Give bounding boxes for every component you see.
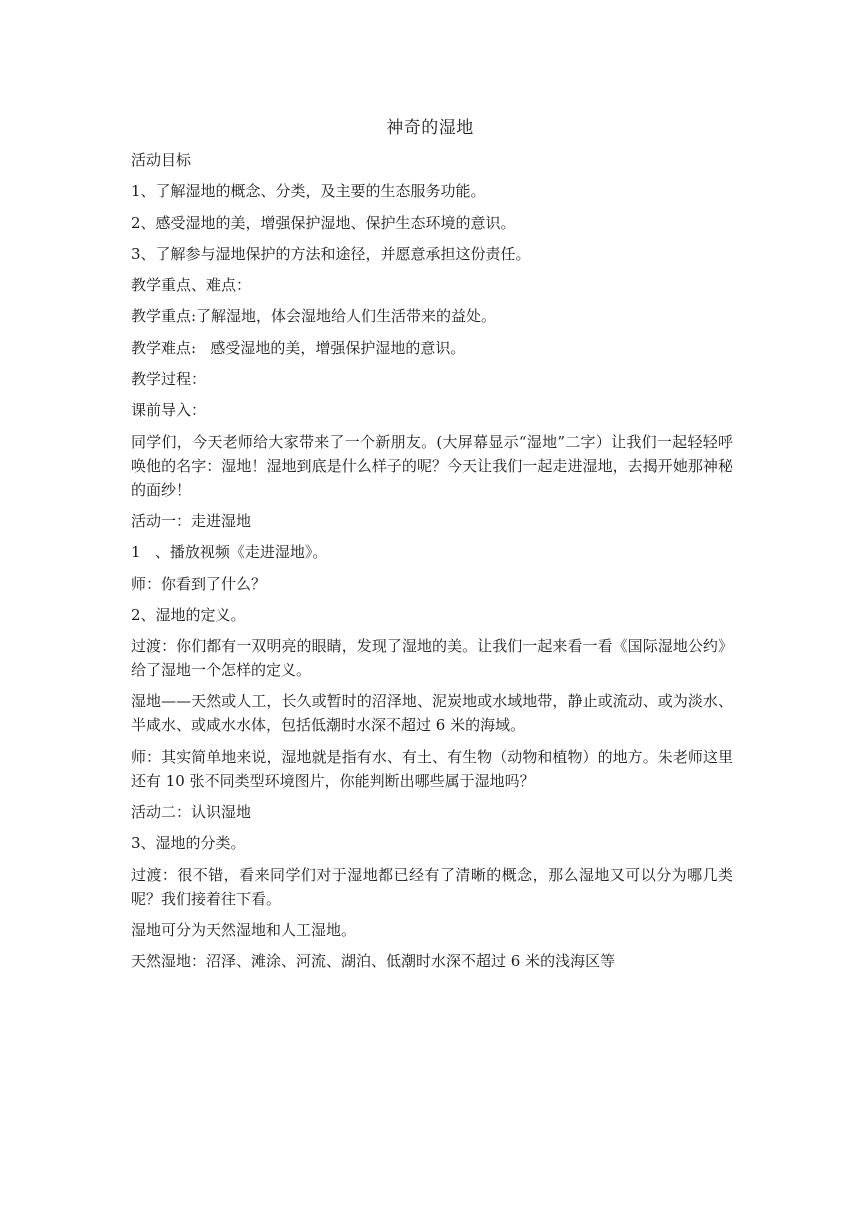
- paragraph: 课前导入：: [131, 401, 207, 420]
- paragraph: 教学难点: 感受湿地的美，增强保护湿地的意识。: [131, 338, 466, 357]
- paragraph: 3、湿地的分类。: [131, 834, 246, 853]
- paragraph: 活动目标: [131, 151, 192, 169]
- document-body: [131, 148, 733, 981]
- paragraph: 师：你看到了什么？: [131, 574, 267, 593]
- paragraph: 教学重点、难点：: [131, 276, 252, 295]
- paragraph: 湿地可分为天然湿地和人工湿地。: [131, 920, 357, 939]
- paragraph: 过渡：你们都有一双明亮的眼睛，发现了湿地的美。让我们一起来看一看《国际湿地公约》给了湿地一个怎样的定义。: [131, 637, 733, 680]
- paragraph: 3、了解参与湿地保护的方法和途径，并愿意承担这份责任。: [131, 244, 531, 263]
- paragraph: 湿地——天然或人工，长久或暂时的沼泽地、泥炭地或水域地带，静止或流动、或为淡水、半咸水、或咸水水体，包括低潮时水深不超过 6 米的海域。: [131, 692, 733, 735]
- paragraph: 天然湿地：沼泽、滩涂、河流、湖泊、低潮时水深不超过 6 米的浅海区等: [131, 952, 616, 971]
- paragraph: 教学重点:了解湿地，体会湿地给人们生活带来的益处。: [131, 307, 497, 326]
- paragraph: 1 、播放视频《走进湿地》。: [131, 543, 328, 562]
- paragraph: 师：其实简单地来说，湿地就是指有水、有土、有生物（动物和植物）的地方。朱老师这里还有 10 张不同类型环境图片，你能判断出哪些属于湿地吗？: [131, 747, 733, 790]
- paragraph: 2、湿地的定义。: [131, 605, 246, 624]
- paragraph: 过渡：很不错，看来同学们对于湿地都已经有了清晰的概念，那么湿地又可以分为哪几类呢？我们接着往下看。: [131, 865, 733, 908]
- paragraph: 活动一：走进湿地: [131, 511, 252, 530]
- paragraph: 2、感受湿地的美，增强保护湿地、保护生态环境的意识。: [131, 213, 516, 232]
- paragraph: 1、了解湿地的概念、分类，及主要的生态服务功能。: [131, 182, 486, 201]
- paragraph: 同学们，今天老师给大家带来了一个新朋友。(大屏幕显示“湿地”二字）让我们一起轻轻呼唤他的名字：湿地！湿地到底是什么样子的呢？今天让我们一起走进湿地，去揭开她那神秘的面纱！: [131, 432, 733, 499]
- paragraph: 活动二：认识湿地: [131, 803, 252, 822]
- paragraph: 教学过程：: [131, 370, 207, 389]
- document-title: 神奇的湿地: [386, 118, 474, 138]
